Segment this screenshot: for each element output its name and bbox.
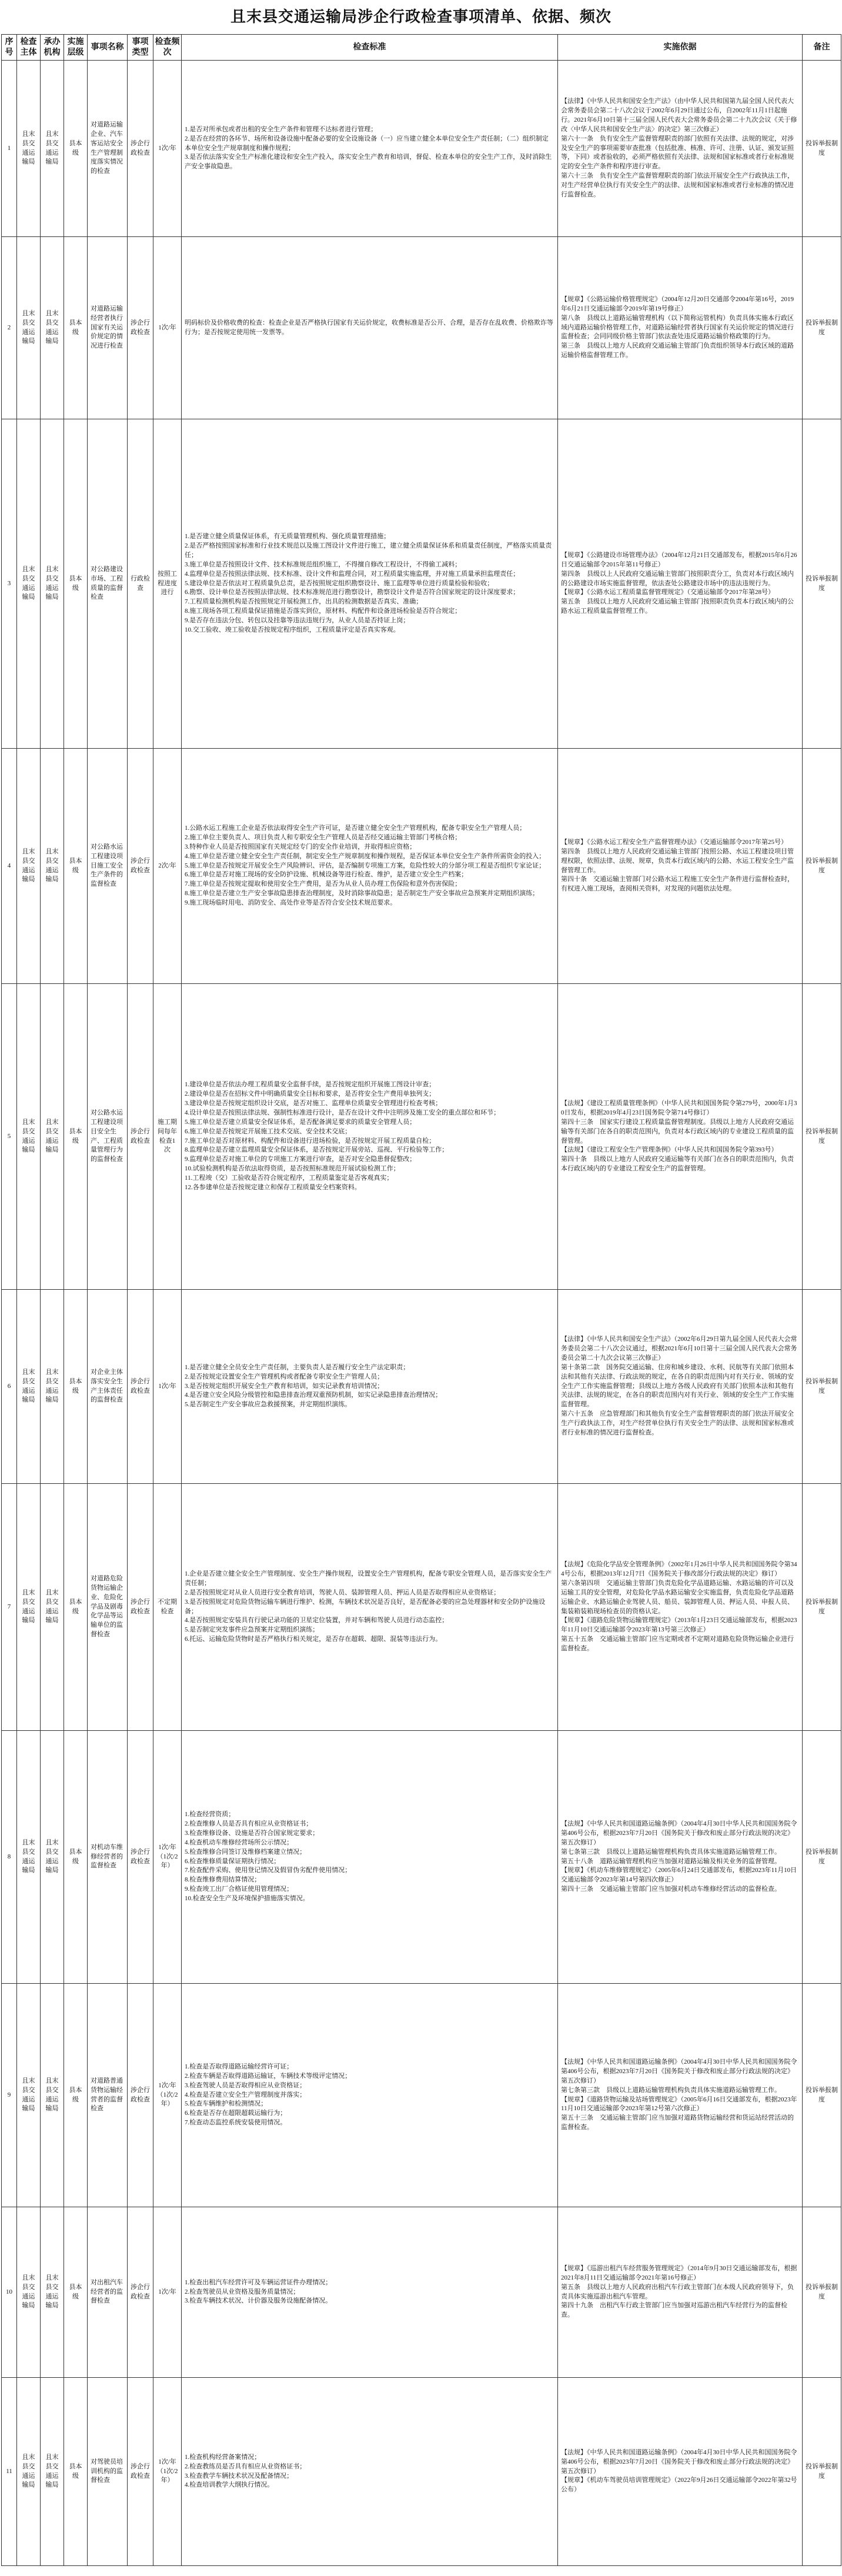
- basis-line: 第四条 县级以上地方人民政府交通运输主管部门按照公路、水运工程建设项目管理权限，依照法律、法规、规章，负责本行政区域内的公路、水运工程安全生产监督管理工作。: [561, 847, 794, 874]
- cell-basis: [558, 419, 803, 749]
- header-cell-subject: 检查主体: [17, 35, 41, 61]
- cell-standard: [182, 984, 558, 1290]
- standard-line: 6.检查维修质量保证期执行情况；: [185, 1857, 280, 1865]
- cell-freq: 1次/年: [153, 1290, 182, 1484]
- cell-type: 涉企行政检查: [128, 1484, 153, 1731]
- standard-line: 6.施工单位是否按规定开展施工技术交底、安全技术交底；: [185, 1127, 352, 1135]
- cell-no: 1: [2, 61, 17, 237]
- cell-note: 投诉举报制度: [803, 749, 841, 984]
- standard-line: 9.检查竣工出厂合格证使用管理情况；: [185, 1886, 293, 1893]
- cell-freq: 1次/年: [153, 2207, 182, 2378]
- cell-type: 涉企行政检查: [128, 2378, 153, 2566]
- cell-subject: 且末县交通运输局: [17, 1290, 41, 1484]
- table-row: [2, 1290, 841, 1484]
- cell-name: 对出租汽车经营者的监督检查: [88, 2207, 128, 2378]
- basis-line: 【规章】《机动车驾驶员培训管理规定》（2022年9月26日交通运输部令2022年第32号公布）: [561, 2477, 797, 2494]
- table-row: [2, 237, 841, 419]
- basis-line: 【法规】《中华人民共和国道路运输条例》（2004年4月30日中华人民共和国国务院令第406号公布，根据2023年7月20日《国务院关于修改和废止部分行政法规的决定》第五次修订）: [561, 2448, 797, 2475]
- standard-line: 3.施工单位是否按照设计文件、技术标准规范组织施工，不得擅自修改工程设计，不得偷工减料；: [185, 560, 462, 568]
- cell-subject: 且末县交通运输局: [17, 984, 41, 1290]
- standard-line: 明码标价及价格收费的检查：检查企业是否严格执行国家有关运价规定，收费标准是否公开、合理，是否存在乱收费、价格欺诈等行为；是否按规定使用统一发票等。: [185, 319, 553, 336]
- cell-org: 且末县交通运输局: [41, 984, 64, 1290]
- standard-line: 1.是否建立健全质量保证体系，有无质量管理机构、强化质量管理措施；: [185, 532, 390, 540]
- basis-line: 第五条 县级以上地方人民政府出租汽车行政主管部门在本级人民政府领导下，负责具体实施巡游出租汽车管理。: [561, 2283, 794, 2300]
- basis-line: 【规章】《巡游出租汽车经营服务管理规定》（2014年9月30日交通运输部发布，根据2021年8月11日交通运输部令2021年第16号修正）: [561, 2264, 797, 2281]
- cell-no: 8: [2, 1731, 17, 1984]
- standard-line: 5.检查车辆维护和检测情况；: [185, 2100, 268, 2108]
- standard-line: 3.是否依法落实安全生产标准化建设和安全生产投入，落实安全生产教育和培训，督促、检查本单位的安全生产工作，及时消除生产安全事故隐患。: [185, 154, 552, 171]
- standard-line: 2.是否在经营的各环节、场所和设备设施中配备必要的安全设施设备（一）应当建立健全本单位安全生产责任制；（二）组织制定本单位安全生产规章制度和操作规程；: [185, 135, 549, 152]
- standard-line: 9.施工现场临时用电、消防安全、高处作业等是否符合安全技术规范要求。: [185, 899, 397, 907]
- cell-name: 对驾驶员培训机构的监督检查: [88, 2378, 128, 2566]
- cell-basis: [558, 2207, 803, 2378]
- cell-freq: 施工期间每年检查1次: [153, 984, 182, 1290]
- cell-basis: [558, 984, 803, 1290]
- cell-basis: [558, 237, 803, 419]
- standard-line: 1.检查出租汽车经营许可及车辆运营证件办理情况；: [185, 2278, 332, 2286]
- basis-line: 【法规】《建设工程安全生产管理条例》（中华人民共和国国务院令第393号）: [561, 1146, 778, 1154]
- basis-line: 第五十三条 交通运输主管部门应当加强对道路货物运输经营和货运站经营活动的监督检查。: [561, 2114, 794, 2131]
- basis-line: 【规章】《公路水运工程质量监督管理规定》（交通运输部令2017年第28号）: [561, 589, 774, 596]
- basis-line: 【法规】《中华人民共和国道路运输条例》（2004年4月30日中华人民共和国国务院令第406号公布，根据2023年7月20日《国务院关于修改和废止部分行政法规的决定》第五次修订）: [561, 2058, 797, 2084]
- cell-org: 且末县交通运输局: [41, 2207, 64, 2378]
- cell-standard: [182, 1984, 558, 2207]
- cell-note: 投诉举报制度: [803, 1984, 841, 2207]
- standard-line: 4.检查培训教学大纲执行情况。: [185, 2481, 274, 2489]
- basis-line: 【规章】《道路危险货物运输管理规定》（2013年1月23日交通运输部发布，根据2023年11月10日交通运输部令2023年第13号第三次修正）: [561, 1617, 797, 1634]
- cell-no: 9: [2, 1984, 17, 2207]
- cell-subject: 且末县交通运输局: [17, 749, 41, 984]
- table-row: [2, 749, 841, 984]
- cell-subject: 且末县交通运输局: [17, 419, 41, 749]
- cell-org: 且末县交通运输局: [41, 1290, 64, 1484]
- cell-freq: 不定期检查: [153, 1484, 182, 1731]
- standard-line: 2.是否严格按照国家标准和行业技术规范以及施工图设计文件进行施工，建立健全质量保证体系和质量责任制度，严格落实质量责任；: [185, 542, 552, 559]
- cell-name: 对公路建设市场、工程质量的监督检查: [88, 419, 128, 749]
- table-row: [2, 1484, 841, 1731]
- cell-level: 县本级: [64, 1484, 88, 1731]
- cell-basis: [558, 61, 803, 237]
- standard-line: 2.是否按照规定对从业人员进行安全教育培训，驾驶人员、装卸管理人员、押运人员是否取得相应从业资格证；: [185, 1589, 500, 1596]
- standard-line: 7.工程质量检测机构是否按照规定开展检测工作，出具的检测数据是否真实、准确；: [185, 598, 423, 606]
- cell-freq: 2次/年: [153, 749, 182, 984]
- standard-line: 3.检查驾驶人员是否取得相应从业资格证；: [185, 2081, 306, 2089]
- cell-note: 投诉举报制度: [803, 2378, 841, 2566]
- standard-line: 5.建设单位是否依法对工程质量负总责，是否按照规定组织勘察设计、施工监理等单位进行质量检验和验收；: [185, 579, 494, 587]
- cell-org: 且末县交通运输局: [41, 61, 64, 237]
- header-cell-no: 序号: [2, 35, 17, 61]
- cell-no: 10: [2, 2207, 17, 2378]
- cell-name: 对企业主体落实安全生产主体责任的监督检查: [88, 1290, 128, 1484]
- standard-line: 9.监理单位是否对施工单位的专项施工方案进行审查，是否对安全隐患督促整改；: [185, 1156, 416, 1163]
- standard-line: 8.监理单位是否建立监理质量安全保证体系，是否按规定开展旁站、巡视、平行检验等工作；: [185, 1146, 449, 1154]
- cell-type: 涉企行政检查: [128, 1731, 153, 1984]
- standard-line: 7.施工单位是否对原材料、构配件和设备进行进场检验，是否按规定开展工程质量自检；: [185, 1137, 436, 1144]
- basis-line: 第五条 县级以上地方人民政府交通运输主管部门按照职责负责本行政区域内的公路水运工程质量监督管理工作。: [561, 598, 794, 615]
- basis-line: 【法规】《危险化学品安全管理条例》（2002年1月26日中华人民共和国国务院令第344号公布，根据2013年12月7日《国务院关于修改部分行政法规的决定》修订）: [561, 1560, 797, 1577]
- header-cell-note: 备注: [803, 35, 841, 61]
- cell-basis: [558, 1984, 803, 2207]
- cell-name: 对道路运输经营者执行国家有关运价规定的情况进行检查: [88, 237, 128, 419]
- cell-note: 投诉举报制度: [803, 237, 841, 419]
- basis-line: 【法律】《中华人民共和国安全生产法》（由中华人民共和国第九届全国人民代表大会常务委员会第二十八次会议于2002年6月29日通过公布，自2002年11月1日起施行。2021年6月10日第十三届全国人民代表大会常务委员会第二十九次会议《关于修改〈中华人民共和国安全生产法〉的决定》第三次修正）: [561, 97, 797, 133]
- cell-org: 且末县交通运输局: [41, 419, 64, 749]
- cell-subject: 且末县交通运输局: [17, 2207, 41, 2378]
- standard-line: 2.检查车辆是否取得道路运输证，车辆技术等级评定情况；: [185, 2072, 352, 2080]
- header-cell-basis: 实施依据: [558, 35, 803, 61]
- cell-freq: 1次/年（1次/2年）: [153, 1731, 182, 1984]
- standard-line: 3.检查车辆技术状况、计价器及服务设施配备情况。: [185, 2297, 332, 2305]
- table-header-row: [2, 35, 841, 61]
- cell-type: 涉企行政检查: [128, 2207, 153, 2378]
- cell-no: 5: [2, 984, 17, 1290]
- basis-line: 【规章】《公路水运工程安全生产监督管理办法》（交通运输部令2017年第25号）: [561, 838, 787, 846]
- cell-org: 且末县交通运输局: [41, 1984, 64, 2207]
- standard-line: 5.施工单位是否按规定开展安全生产风险辨识、评估，是否编制专项施工方案，危险性较大的分部分项工程是否组织专家论证；: [185, 862, 546, 869]
- basis-line: 【规章】《机动车维修管理规定》（2005年6月24日交通部发布，根据2023年11月10日交通运输部令2023年第14号第四次修正）: [561, 1867, 797, 1884]
- standard-line: 7.施工单位是否按规定提取和使用安全生产费用，是否为从业人员办理工伤保险和意外伤害保险；: [185, 880, 462, 888]
- basis-line: 第四条 县级以上人民政府交通运输主管部门按照职责分工，负责对本行政区域内的公路建设市场实施监督管理，依法查处公路建设市场中的违法违规行为。: [561, 570, 794, 587]
- cell-org: 且末县交通运输局: [41, 1484, 64, 1731]
- basis-line: 第六条第四项 交通运输主管部门负责危险化学品道路运输、水路运输的许可以及运输工具的安全管理，对危险化学品水路运输安全实施监督，负责危险化学品道路运输企业、水路运输企业驾驶人员、船员、装卸管理人员、押运人员、申报人员、集装箱装箱现场检查员的资格认定。: [561, 1579, 794, 1615]
- basis-line: 第四十三条 国家实行建设工程质量监督管理制度。县级以上地方人民政府交通运输等有关部门在各自的职责范围内，负责对本行政区域内的专业建设工程质量的监督管理。: [561, 1118, 794, 1144]
- inspection-table: [1, 34, 841, 2566]
- cell-name: 对公路水运工程建设项目安全生产、工程质量管理行为的监督检查: [88, 984, 128, 1290]
- cell-name: 对道路普通货物运输经营者的监督检查: [88, 1984, 128, 2207]
- cell-org: 且末县交通运输局: [41, 237, 64, 419]
- cell-basis: [558, 1484, 803, 1731]
- basis-line: 第七条第三款 县级以上道路运输管理机构负责具体实施道路运输管理工作。: [561, 2086, 781, 2094]
- cell-type: 涉企行政检查: [128, 61, 153, 237]
- basis-line: 第八条 县级以上道路运输管理机构（以下简称运管机构）负责具体实施本行政区域内道路运输价格管理工作，对道路运输经营者执行国家有关运价规定的情况进行监督检查；会同同级价格主管部门依法查处违反道路运输价格政策的行为。: [561, 314, 794, 341]
- basis-line: 【规章】《公路建设市场管理办法》（2004年12月21日交通部发布，根据2015年6月26日交通运输部令2015年第11号修正）: [561, 551, 797, 568]
- basis-line: 第四十九条 出租汽车行政主管部门应当加强对巡游出租汽车经营行为的监督检查。: [561, 2302, 787, 2319]
- cell-standard: [182, 419, 558, 749]
- standard-line: 2.检查驾驶员从业资格及服务质量情况；: [185, 2288, 300, 2295]
- standard-line: 2.建设单位是否在招标文件中明确质量安全目标和要求，是否将安全生产费用单独列支；: [185, 1090, 436, 1097]
- cell-freq: 1次/年（1次/2年）: [153, 1984, 182, 2207]
- basis-line: 第五十五条 交通运输主管部门应当定期或者不定期对道路危险货物运输企业进行监督检查。: [561, 1636, 794, 1653]
- cell-type: 涉企行政检查: [128, 1290, 153, 1484]
- standard-line: 7.检查配件采购、使用登记情况及假冒伪劣配件使用情况；: [185, 1867, 352, 1874]
- cell-type: 涉企行政检查: [128, 984, 153, 1290]
- standard-line: 2.检查维修人员是否具有相应从业资格证书；: [185, 1820, 313, 1827]
- cell-freq: 1次/年（1次/2年）: [153, 2378, 182, 2566]
- standard-line: 6.托运、运输危险货物时是否严格执行相关规定，是否存在超载、超限、混装等违法行为。: [185, 1636, 442, 1643]
- cell-subject: 且末县交通运输局: [17, 1984, 41, 2207]
- cell-note: 投诉举报制度: [803, 1290, 841, 1484]
- cell-level: 县本级: [64, 237, 88, 419]
- cell-basis: [558, 1731, 803, 1984]
- cell-subject: 且末县交通运输局: [17, 1731, 41, 1984]
- basis-line: 【法规】《中华人民共和国道路运输条例》（2004年4月30日中华人民共和国国务院令第406号公布，根据2023年7月20日《国务院关于修改和废止部分行政法规的决定》第五次修订）: [561, 1820, 797, 1846]
- standard-line: 10.交工验收、竣工验收是否按规定程序组织，工程质量评定是否真实客观。: [185, 626, 400, 634]
- basis-line: 第四十条 交通运输主管部门对公路水运工程施工安全生产条件进行监督检查时，有权进入施工现场，查阅相关资料，对发现的问题依法处理。: [561, 876, 794, 893]
- cell-type: 涉企行政检查: [128, 237, 153, 419]
- table-row: [2, 1984, 841, 2207]
- cell-basis: [558, 1290, 803, 1484]
- basis-line: 第四十三条 交通运输主管部门应当加强对机动车维修经营活动的监督检查。: [561, 1886, 781, 1893]
- cell-standard: [182, 1731, 558, 1984]
- cell-level: 县本级: [64, 1984, 88, 2207]
- standard-line: 5.是否制定突发事件应急预案并定期组织演练；: [185, 1626, 319, 1634]
- standard-line: 4.施工单位是否建立健全安全生产责任制，制定安全生产规章制度和操作规程，是否保证本单位安全生产条件所需资金的投入；: [185, 852, 546, 860]
- table-row: [2, 984, 841, 1290]
- cell-subject: 且末县交通运输局: [17, 61, 41, 237]
- standard-line: 8.检查维修费用结算情况；: [185, 1876, 261, 1884]
- cell-freq: 1次/年: [153, 237, 182, 419]
- standard-line: 11.工程竣（交）工验收是否符合规定程序，工程质量鉴定是否客观真实；: [185, 1174, 393, 1182]
- cell-org: 且末县交通运输局: [41, 2378, 64, 2566]
- cell-org: 且末县交通运输局: [41, 749, 64, 984]
- basis-line: 第五十八条 道路运输管理机构应当加强对道路运输及相关业务的监督管理。: [561, 1857, 781, 1865]
- cell-level: 县本级: [64, 2207, 88, 2378]
- basis-line: 第六十一条 负有安全生产监督管理职责的部门依照有关法律、法规的规定，对涉及安全生产的事项需要审查批准（包括批准、核准、许可、注册、认证、颁发证照等，下同）或者验收的，必须严格依照有关法律、法规和国家标准或者行业标准规定的安全生产条件和程序进行审查。: [561, 135, 794, 171]
- standard-line: 4.检查机动车维修经营场所公示情况；: [185, 1838, 293, 1846]
- cell-freq: 按照工程进度进行: [153, 419, 182, 749]
- table-row: [2, 2378, 841, 2566]
- basis-line: 第十条第二款 国务院交通运输、住房和城乡建设、水利、民航等有关部门依照本法和其他有关法律、行政法规的规定，在各自的职责范围内对有关行业、领域的安全生产工作实施监督管理；县级以上地方各级人民政府有关部门依照本法和其他有关法律、法规的规定，在各自的职责范围内对有关行业、领域的安全生产工作实施监督管理。: [561, 1363, 794, 1409]
- table-row: [2, 61, 841, 237]
- cell-name: 对道路运输企业、汽车客运站安全生产管理制度落实情况的检查: [88, 61, 128, 237]
- cell-level: 县本级: [64, 984, 88, 1290]
- cell-basis: [558, 2378, 803, 2566]
- basis-line: 第七条第三款 县级以上道路运输管理机构负责具体实施道路运输管理工作。: [561, 1848, 781, 1856]
- cell-standard: [182, 2378, 558, 2566]
- standard-line: 3.是否按规定组织开展安全生产教育和培训，如实记录教育培训情况；: [185, 1382, 384, 1390]
- table-row: [2, 419, 841, 749]
- cell-standard: [182, 237, 558, 419]
- basis-line: 【法规】《建设工程质量管理条例》（中华人民共和国国务院令第279号，2000年1月30日发布，根据2019年4月23日国务院令第714号修订）: [561, 1099, 797, 1116]
- header-cell-type: 事项类型: [128, 35, 153, 61]
- cell-standard: [182, 1290, 558, 1484]
- standard-line: 1.检查机构经营备案情况；: [185, 2453, 261, 2461]
- standard-line: 1.建设单位是否依法办理工程质量安全监督手续，是否按规定组织开展施工图设计审查；: [185, 1080, 436, 1088]
- standard-line: 5.是否制定生产安全事故应急救援预案，并定期组织演练。: [185, 1401, 352, 1409]
- cell-level: 县本级: [64, 749, 88, 984]
- standard-line: 3.检查教学车辆技术状况及配备情况；: [185, 2472, 293, 2480]
- cell-subject: 且末县交通运输局: [17, 1484, 41, 1731]
- standard-line: 3.是否按照规定对危险货物运输车辆进行维护、检测，车辆技术状况是否良好，是否配备必要的应急处理器材和安全防护设施设备；: [185, 1598, 546, 1615]
- cell-no: 3: [2, 419, 17, 749]
- cell-note: 投诉举报制度: [803, 1731, 841, 1984]
- basis-line: 【规章】《公路运输价格管理规定》（2004年12月20日交通部令2004年第16号，2019年6月21日交通运输部令2019年第19号修正）: [561, 295, 794, 312]
- cell-standard: [182, 1484, 558, 1731]
- header-cell-name: 事项名称: [88, 35, 128, 61]
- cell-subject: 且末县交通运输局: [17, 2378, 41, 2566]
- standard-line: 5.施工单位是否建立质量安全保证体系，是否配备满足要求的质量安全管理人员；: [185, 1118, 416, 1126]
- standard-line: 6.勘察、设计单位是否按照法律法规、技术标准规范进行勘察设计，勘察设计文件是否符合国家规定的设计深度要求；: [185, 589, 520, 596]
- document-title: 且末县交通运输局涉企行政检查事项清单、依据、频次: [230, 8, 612, 25]
- cell-level: 县本级: [64, 61, 88, 237]
- standard-line: 3.建设单位是否按规定组织设计交底，是否对施工、监理单位质量安全管理进行检查考核；: [185, 1099, 442, 1107]
- standard-line: 1.检查经营资质；: [185, 1810, 235, 1818]
- standard-line: 9.是否存在违法分包、转包以及挂靠等违法违规行为，从业人员是否持证上岗；: [185, 617, 410, 625]
- basis-line: 【法律】《中华人民共和国安全生产法》（2002年6月29日第九届全国人民代表大会常务委员会第二十八次会议通过，根据2021年6月10日第十三届全国人民代表大会常务委员会第二十九次会议第三次修正）: [561, 1335, 797, 1362]
- standard-line: 6.施工单位是否对施工现场的安全防护设施、机械设备等进行检查、维护，是否建立安全生产档案；: [185, 871, 468, 879]
- standard-line: 1.公路水运工程施工企业是否依法取得安全生产许可证，是否建立健全安全生产管理机构，配备专职安全生产管理人员；: [185, 824, 526, 832]
- cell-standard: [182, 61, 558, 237]
- cell-org: 且末县交通运输局: [41, 1731, 64, 1984]
- header-cell-standard: 检查标准: [182, 35, 558, 61]
- standard-line: 3.检查维修设备、设施是否符合国家规定要求；: [185, 1829, 319, 1837]
- cell-type: 涉企行政检查: [128, 749, 153, 984]
- cell-level: 县本级: [64, 2378, 88, 2566]
- standard-line: 4.是否建立安全风险分级管控和隐患排查治理双重预防机制，如实记录隐患排查治理情况；: [185, 1392, 442, 1399]
- standard-line: 2.检查教练员是否具有相应从业资格证书；: [185, 2462, 306, 2470]
- basis-line: 第六十五条 应急管理部门和其他负有安全生产监督管理职责的部门依法开展安全生产行政执法工作，对生产经营单位执行有关安全生产的法律、法规和国家标准或者行业标准的情况进行监督检查。: [561, 1410, 794, 1437]
- cell-type: 涉企行政检查: [128, 1984, 153, 2207]
- cell-note: 投诉举报制度: [803, 2207, 841, 2378]
- standard-line: 8.施工现场各项工程质量保证措施是否落实到位，原材料、构配件和设备进场检验是否符合规定；: [185, 608, 462, 615]
- standard-line: 2.是否按规定设置安全生产管理机构或者配备专职安全生产管理人员；: [185, 1373, 384, 1380]
- table-row: [2, 2207, 841, 2378]
- standard-line: 4.是否按照规定安装具有行驶记录功能的卫星定位装置，并对车辆和驾驶人员进行动态监控；: [185, 1617, 449, 1624]
- table-row: [2, 1731, 841, 1984]
- cell-name: 对道路危险货物运输企业、危险化学品及剧毒化学品等运输单位的监督检查: [88, 1484, 128, 1731]
- standard-line: 10.检查安全生产及环境保护措施落实情况。: [185, 1895, 309, 1903]
- standard-line: 3.特种作业人员是否按照国家有关规定经专门的安全作业培训，并取得相应资格；: [185, 843, 416, 850]
- standard-line: 4.检查是否建立安全生产管理制度并落实；: [185, 2091, 306, 2098]
- cell-no: 2: [2, 237, 17, 419]
- standard-line: 4.设计单位是否按照法律法规、强制性标准进行设计，是否在设计文件中注明涉及施工安全的重点部位和环节；: [185, 1109, 500, 1116]
- standard-line: 1.是否对所承包或者出租的安全生产条件和管理不达标者进行管理；: [185, 125, 377, 133]
- cell-freq: 1次/年: [153, 61, 182, 237]
- cell-no: 7: [2, 1484, 17, 1731]
- cell-level: 县本级: [64, 1290, 88, 1484]
- standard-line: 10.试验检测机构是否依法取得资质，是否按照标准规范开展试验检测工作；: [185, 1165, 400, 1173]
- standard-line: 2.施工单位主要负责人、项目负责人和专职安全生产管理人员是否经交通运输主管部门考核合格；: [185, 833, 462, 841]
- cell-note: 投诉举报制度: [803, 61, 841, 237]
- cell-note: 投诉举报制度: [803, 419, 841, 749]
- cell-level: 县本级: [64, 419, 88, 749]
- cell-standard: [182, 2207, 558, 2378]
- cell-level: 县本级: [64, 1731, 88, 1984]
- cell-standard: [182, 749, 558, 984]
- table-body: [2, 61, 841, 2566]
- basis-line: 第四十条 县级以上地方人民政府交通运输等有关部门在各自的职责范围内，负责本行政区域内的专业建设工程安全生产的监督管理。: [561, 1156, 794, 1173]
- cell-name: 对机动车维修经营者的监督检查: [88, 1731, 128, 1984]
- basis-line: 第六十三条 负有安全生产监督管理职责的部门依法开展安全生产行政执法工作，对生产经营单位执行有关安全生产的法律、法规和国家标准或者行业标准的情况进行监督检查。: [561, 172, 794, 199]
- standard-line: 6.检查是否存在超限超载运输行为；: [185, 2110, 287, 2117]
- cell-basis: [558, 749, 803, 984]
- standard-line: 1.企业是否建立健全安全生产管理制度、安全生产操作规程，设置安全生产管理机构，配备专职安全管理人员，是否落实安全生产责任制；: [185, 1570, 552, 1587]
- standard-line: 1.是否建立健全全员安全生产责任制，主要负责人是否履行安全生产法定职责；: [185, 1363, 410, 1371]
- cell-no: 11: [2, 2378, 17, 2566]
- cell-no: 4: [2, 749, 17, 984]
- cell-note: 投诉举报制度: [803, 984, 841, 1290]
- standard-line: 12.各参建单位是否按规定建立和保存工程质量安全档案资料。: [185, 1184, 361, 1192]
- standard-line: 8.施工单位是否建立生产安全事故隐患排查治理制度，及时消除事故隐患；是否制定生产安全事故应急预案并定期组织演练；: [185, 890, 539, 897]
- standard-line: 1.检查是否取得道路运输经营许可证；: [185, 2063, 293, 2070]
- basis-line: 【规章】《道路货物运输及站场管理规定》（2005年6月16日交通部发布，根据2023年11月10日交通运输部令2023年第12号第六次修正）: [561, 2095, 797, 2113]
- cell-no: 6: [2, 1290, 17, 1484]
- standard-line: 7.检查动态监控系统安装使用情况。: [185, 2119, 287, 2127]
- basis-line: 第三条 县级以上地方人民政府交通运输主管部门负责组织领导本行政区域的道路运输价格监督管理工作。: [561, 342, 794, 359]
- cell-note: 投诉举报制度: [803, 1484, 841, 1731]
- header-cell-org: 承办机构: [41, 35, 64, 61]
- cell-name: 对公路水运工程建设项目施工安全生产条件的监督检查: [88, 749, 128, 984]
- header-cell-level: 实施层级: [64, 35, 88, 61]
- header-cell-freq: 检查频次: [153, 35, 182, 61]
- cell-subject: 且末县交通运输局: [17, 237, 41, 419]
- standard-line: 5.检查维修合同签订及维修档案建立情况；: [185, 1848, 306, 1856]
- standard-line: 4.监理单位是否按照法律法规、技术标准、设计文件和监理合同，对工程质量实施监理，并对施工质量承担监理责任；: [185, 570, 520, 578]
- cell-type: 行政检查: [128, 419, 153, 749]
